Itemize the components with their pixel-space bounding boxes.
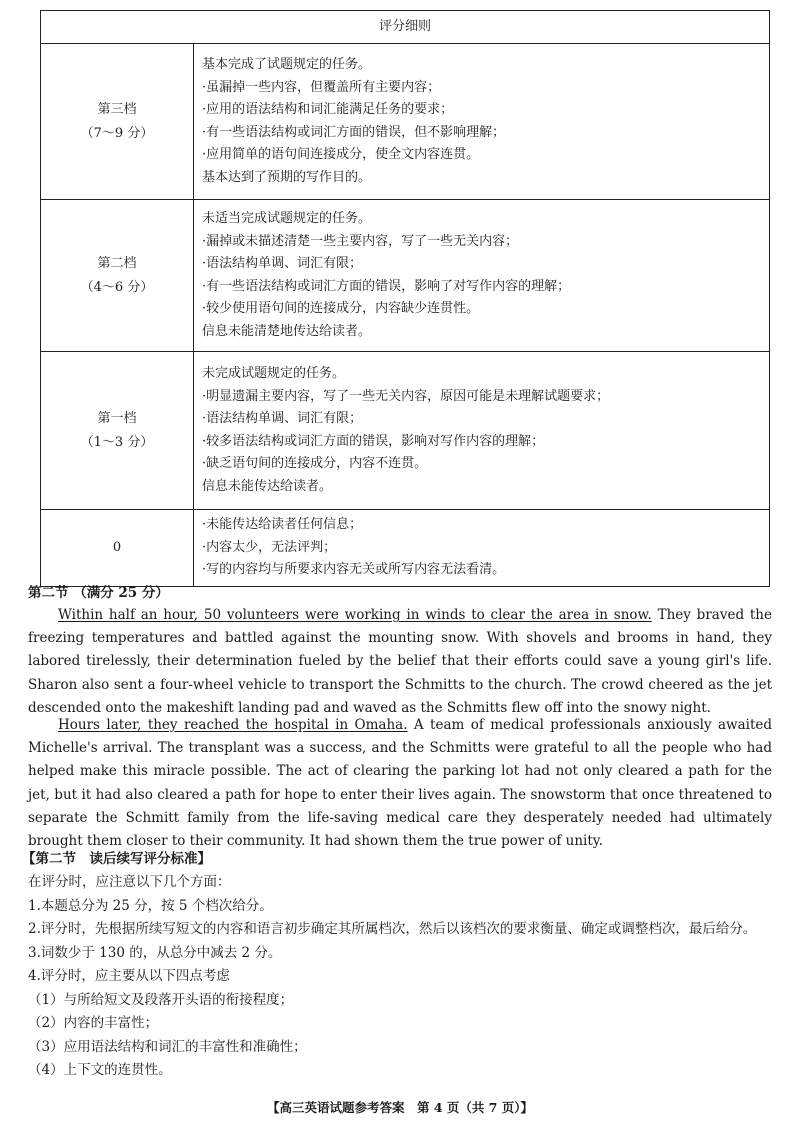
desc-line: ·语法结构单调、词汇有限； [202,256,363,271]
level-description [194,200,769,351]
rubric-header: 评分细则 [41,11,769,44]
criteria-item: 4.评分时，应主要从以下四点考虑 [28,968,230,984]
criteria-subitem: （2）内容的丰富性； [28,1015,159,1031]
desc-line: ·写的内容均与所要求内容无关或所写内容无法看清。 [202,562,506,578]
section-2-title: 第二节 （满分 25 分） [28,585,169,601]
rubric-row-level-0 [41,510,769,586]
level-description [194,44,769,199]
scoring-rubric-table [40,10,770,587]
level-range: （1～3 分） [80,434,154,450]
criteria-list [28,871,778,1083]
criteria-subitem: （4）上下文的连贯性。 [28,1062,172,1078]
paragraph-opener: Hours later, they reached the hospital in Omaha. [58,717,408,733]
desc-line: ·较少使用语句间的连接成分，内容缺少连贯性。 [202,301,480,316]
criteria-subitem: （1）与所给短文及段落开头语的衔接程度； [28,991,294,1008]
criteria-item: 2.评分时，先根据所续写短文的内容和语言初步确定其所属档次，然后以该档次的要求衡量、确定或调整档次，最后给分。 [28,921,757,937]
desc-line: ·语法结构单调、词汇有限； [202,411,363,426]
level-range: （4～6 分） [80,279,154,295]
desc-line: 信息未能清楚地传达给读者。 [202,323,372,339]
criteria-title: 【第二节 读后续写评分标准】 [22,851,211,867]
level-name: 第二档 [97,255,137,271]
criteria-intro: 在评分时，应注意以下几个方面： [28,874,231,890]
level-description [194,352,769,509]
rubric-row-level-2 [41,200,769,352]
desc-line: ·有一些语法结构或词汇方面的错误，但不影响理解； [202,124,506,140]
desc-line: ·应用简单的语句间连接成分，使全文内容连贯。 [202,147,480,162]
level-cell [41,352,194,509]
desc-line: ·有一些语法结构或词汇方面的错误，影响了对写作内容的理解； [202,278,571,294]
page-footer: 【高三英语试题参考答案 第 4 页（共 7 页）】 [266,1100,534,1115]
level-name: 0 [112,540,122,555]
level-range: （7～9 分） [80,125,154,141]
level-cell [41,44,194,199]
paragraph-body: A team of medical professionals anxiously awaited Michelle's arrival. The transplant was a success, and the Schmitts were grateful to all the people who had helped make this miracle possible. The act of clearing the parking lot had not only cleared a path for the jet, but it had also cleared a path for hope to enter their lives again. The snowstorm that once threatened to separate the Schmitt family from the life-saving medical care they desperately needed had ultimately brought them closer to their community. It had shown them the true power of unity. [28,717,772,850]
paragraph-opener: Within half an hour, 50 volunteers were working in winds to clear the area in snow. [58,607,652,623]
desc-line: ·未能传达给读者任何信息； [202,517,363,533]
essay-paragraph-2 [28,714,772,853]
desc-line: 信息未能传达给读者。 [202,478,333,494]
criteria-item: 1.本题总分为 25 分，按 5 个档次给分。 [28,897,273,914]
desc-line: 未适当完成试题规定的任务。 [202,211,372,226]
desc-line: ·内容太少，无法评判； [202,539,337,555]
desc-line: ·明显遗漏主要内容，写了一些无关内容，原因可能是未理解试题要求； [202,388,610,404]
level-description [194,510,769,586]
criteria-item: 3.词数少于 130 的，从总分中减去 2 分。 [28,944,282,961]
desc-line: 基本达到了预期的写作目的。 [202,169,372,185]
criteria-subitem: （3）应用语法结构和词汇的丰富性和准确性； [28,1038,307,1055]
desc-line: ·应用的语法结构和词汇能满足任务的要求； [202,102,454,117]
rubric-row-level-3 [41,44,769,200]
desc-line: ·缺乏语句间的连接成分，内容不连贯。 [202,456,428,471]
level-name: 第一档 [97,410,137,426]
desc-line: ·较多语法结构或词汇方面的错误，影响对写作内容的理解； [202,433,545,449]
desc-line: ·虽漏掉一些内容，但覆盖所有主要内容； [202,79,441,95]
rubric-row-level-1 [41,352,769,510]
paragraph-body: They braved the freezing temperatures and battled against the mounting snow. With shovels and brooms in hand, they labored tirelessly, their determination fueled by the belief that their efforts could save a young girl's life. Sharon also sent a four-wheel vehicle to transport the Schmitts to the church. The crowd cheered as the jet descended onto the makeshift landing pad and waved as the Schmitts flew off into the snowy night. [28,607,772,716]
desc-line: 基本完成了试题规定的任务。 [202,57,372,72]
level-cell [41,510,194,586]
level-cell [41,200,194,351]
essay-paragraph-1 [28,604,772,720]
level-name: 第三档 [97,101,137,117]
desc-line: ·漏掉或未描述清楚一些主要内容，写了一些无关内容； [202,233,519,249]
desc-line: 未完成试题规定的任务。 [202,366,346,381]
